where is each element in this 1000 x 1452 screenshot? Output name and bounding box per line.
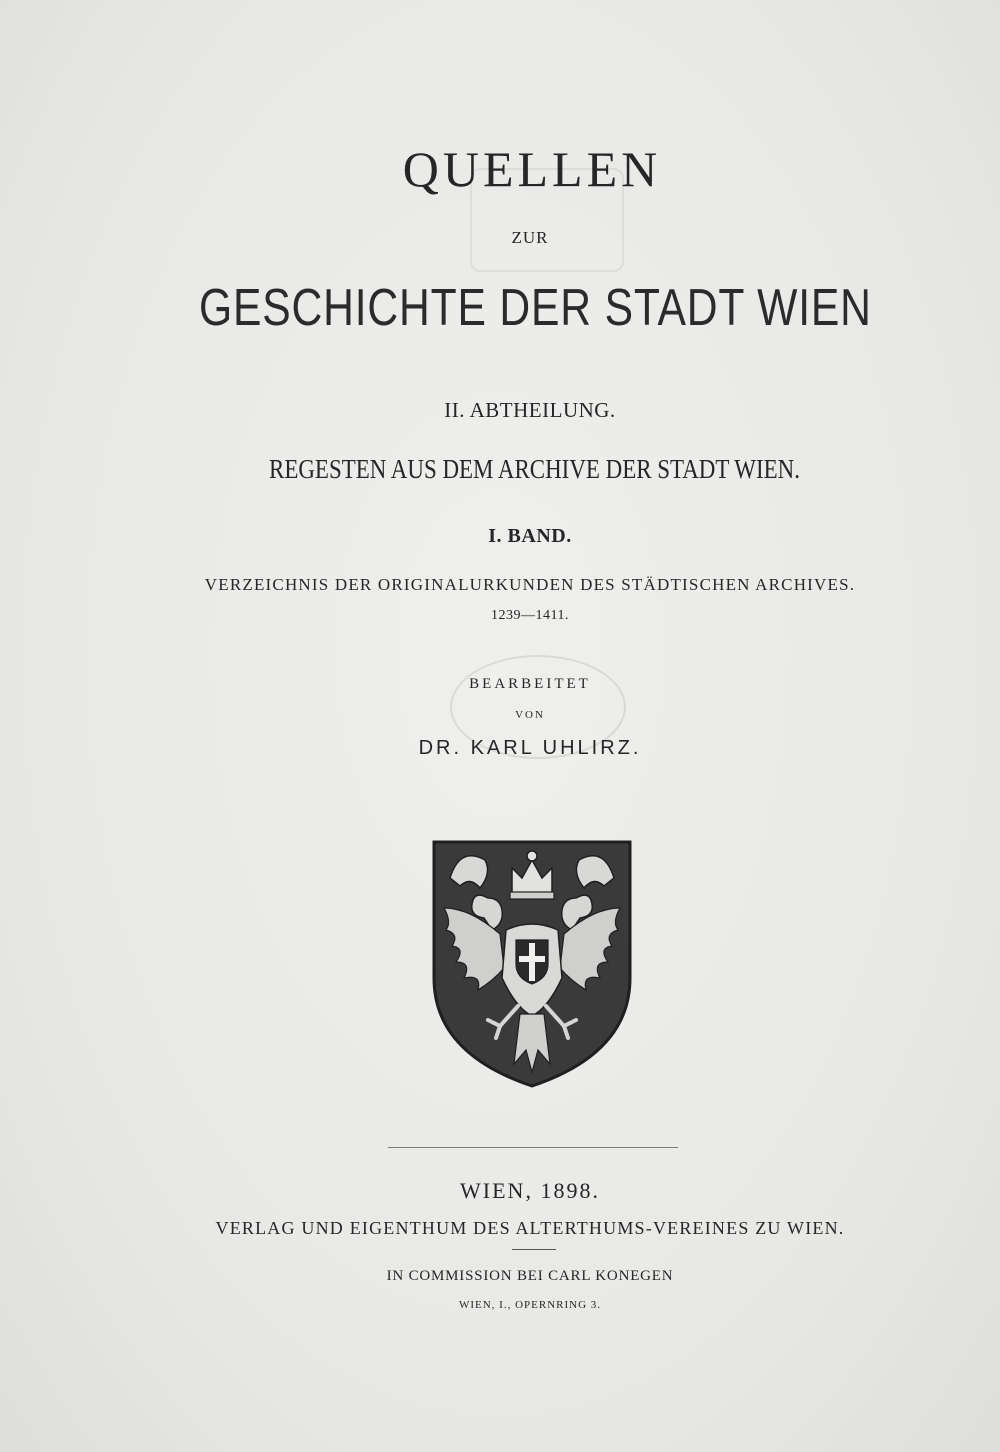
editor-label: BEARBEITET — [469, 676, 591, 692]
short-divider — [512, 1249, 556, 1250]
year-range: 1239—1411. — [491, 608, 569, 623]
vienna-double-eagle-coat-of-arms-icon — [430, 838, 634, 1090]
cross-shield — [516, 940, 548, 984]
main-title: GESCHICHTE DER STADT WIEN — [199, 279, 872, 337]
editor-by: VON — [515, 709, 545, 721]
publisher-line: VERLAG UND EIGENTHUM DES ALTERTHUMS-VEREINES ZU WIEN. — [215, 1218, 845, 1238]
subject-heading: REGESTEN AUS DEM ARCHIVE DER STADT WIEN. — [269, 454, 800, 484]
imprint-divider — [388, 1147, 678, 1148]
commission-line: IN COMMISSION BEI CARL KONEGEN — [386, 1268, 674, 1284]
publisher-address: WIEN, I., OPERNRING 3. — [458, 1299, 602, 1311]
volume-heading: I. BAND. — [488, 525, 572, 547]
editor-name: DR. KARL UHLIRZ. — [418, 737, 642, 759]
title-connector: ZUR — [511, 228, 549, 247]
place-and-year: WIEN, 1898. — [460, 1178, 600, 1203]
series-title: QUELLEN — [402, 141, 662, 197]
contents-description: VERZEICHNIS DER ORIGINALURKUNDEN DES STÄDTISCHEN ARCHIVES. — [204, 575, 856, 594]
division-heading: II. ABTHEILUNG. — [444, 398, 616, 422]
